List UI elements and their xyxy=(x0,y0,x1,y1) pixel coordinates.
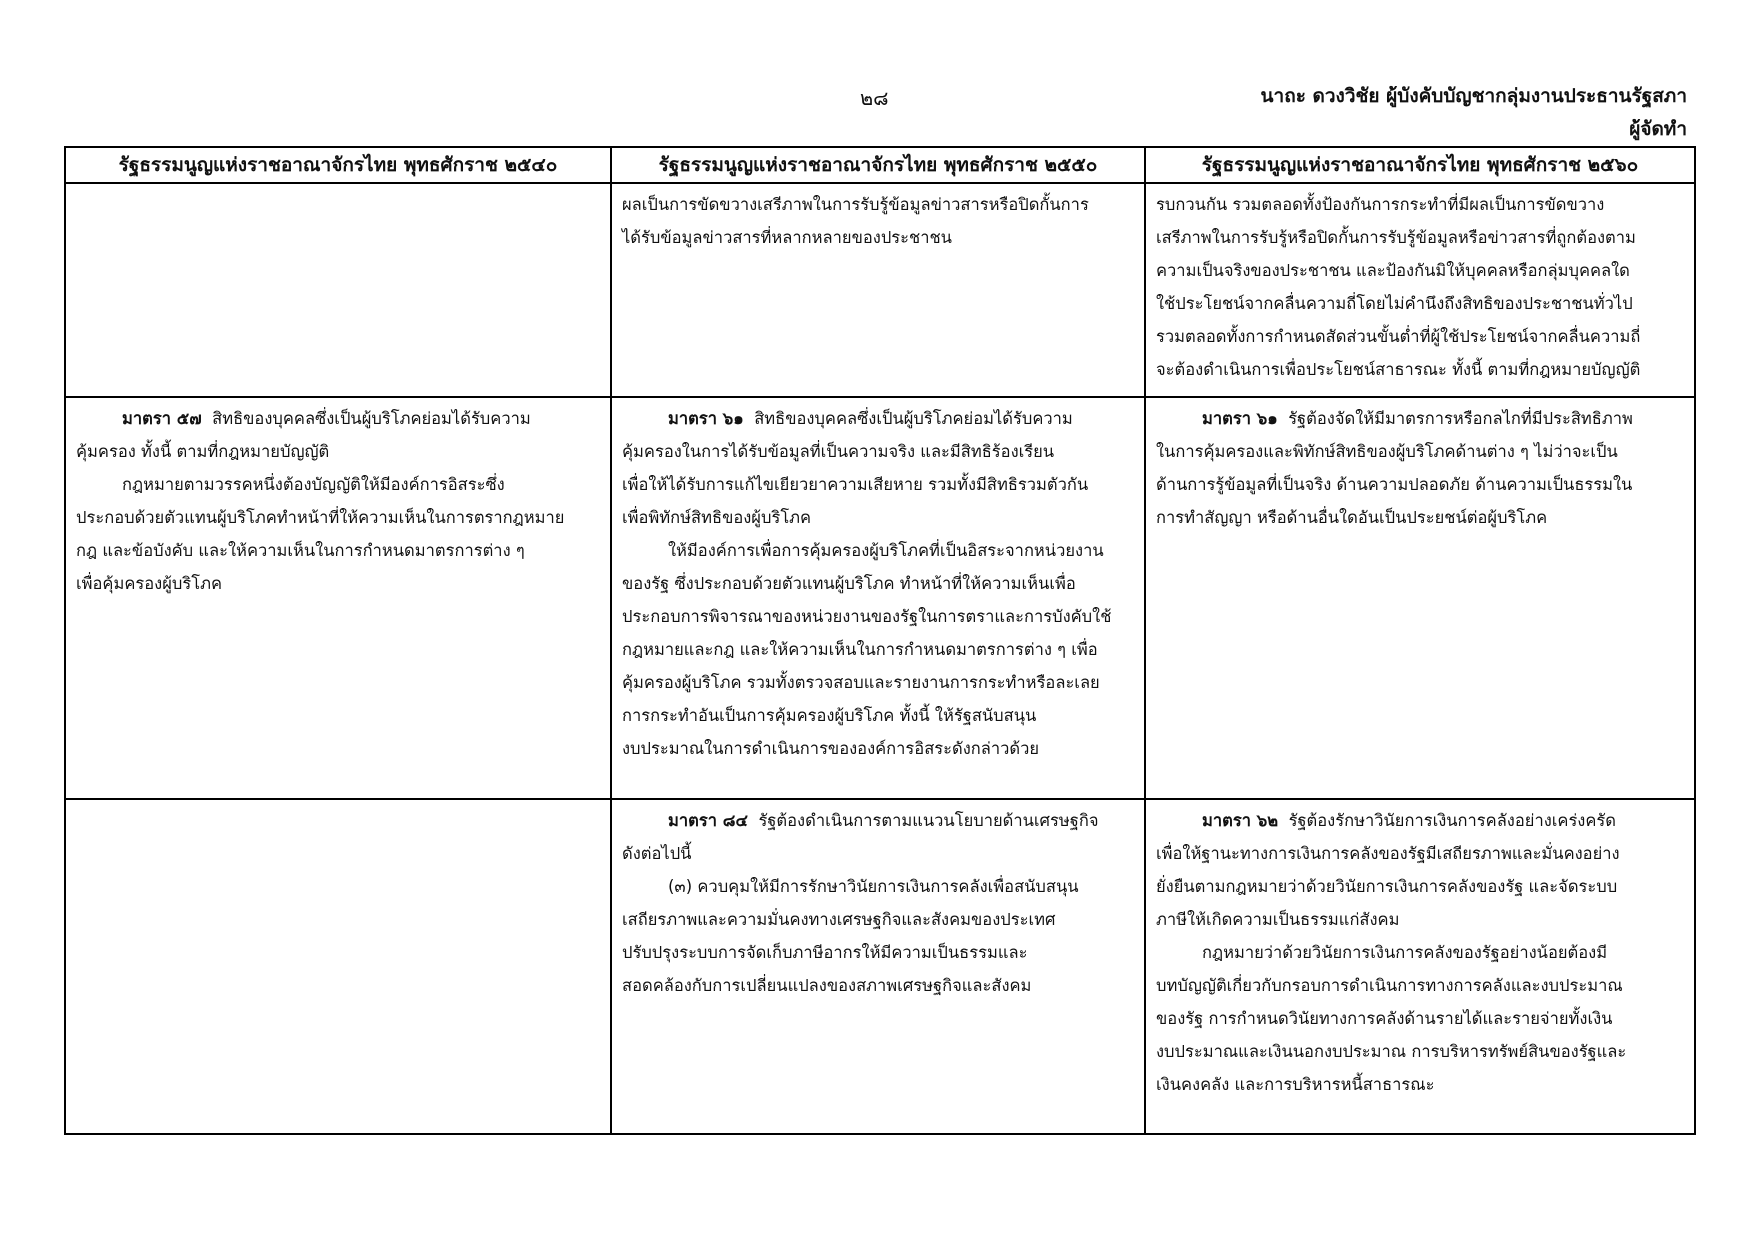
text-line xyxy=(1156,221,1684,254)
text-line xyxy=(76,534,600,567)
text-line xyxy=(1156,1002,1684,1035)
line-text: ของรัฐ การกำหนดวินัยทางการคลังด้านรายได้และรายจ่ายทั้งเงิน xyxy=(1156,1009,1613,1028)
text-line xyxy=(622,188,1134,221)
section-number: มาตรา ๕๗ xyxy=(122,409,202,428)
line-text: จะต้องดำเนินการเพื่อประโยชน์สาธารณะ ทั้งนี้ ตามที่กฎหมายบัญญัติ xyxy=(1156,360,1641,379)
line-text: ด้านการรู้ข้อมูลที่เป็นจริง ด้านความปลอดภัย ด้านความเป็นธรรมใน xyxy=(1156,475,1633,494)
line-text: ภาษีให้เกิดความเป็นธรรมแก่สังคม xyxy=(1156,910,1400,929)
section-number: มาตรา ๘๔ xyxy=(668,811,748,830)
table-header-row xyxy=(65,147,1695,183)
line-text: กฎหมายตามวรรคหนึ่งต้องบัญญัติให้มีองค์การอิสระซึ่ง xyxy=(122,475,505,494)
text-line xyxy=(622,501,1134,534)
author-block xyxy=(1261,80,1687,146)
table-cell xyxy=(1145,397,1695,799)
text-line xyxy=(622,699,1134,732)
line-text: ปรับปรุงระบบการจัดเก็บภาษีอากรให้มีความเป็นธรรมและ xyxy=(622,943,1028,962)
table-cell xyxy=(611,183,1145,397)
text-line xyxy=(1156,320,1684,353)
text-line xyxy=(1156,903,1684,936)
line-text: ได้รับข้อมูลข่าวสารที่หลากหลายของประชาชน xyxy=(622,228,952,247)
text-line xyxy=(622,804,1134,837)
table-cell xyxy=(65,183,611,397)
text-line xyxy=(622,435,1134,468)
line-text: สิทธิของบุคคลซึ่งเป็นผู้บริโภคย่อมได้รับความ xyxy=(754,409,1073,428)
line-text: ประกอบการพิจารณาของหน่วยงานของรัฐในการตราและการบังคับใช้ xyxy=(622,607,1112,626)
text-line xyxy=(1156,402,1684,435)
text-line xyxy=(1156,254,1684,287)
line-text: ความเป็นจริงของประชาชน และป้องกันมิให้บุคคลหรือกลุ่มบุคคลใด xyxy=(1156,261,1630,280)
text-line xyxy=(622,567,1134,600)
text-line xyxy=(1156,837,1684,870)
table-row xyxy=(65,183,1695,397)
line-text: กฎหมายว่าด้วยวินัยการเงินการคลังของรัฐอย่างน้อยต้องมี xyxy=(1202,943,1608,962)
text-line xyxy=(1156,468,1684,501)
column-header-2560: รัฐธรรมนูญแห่งราชอาณาจักรไทย พุทธศักราช ๒๕๖๐ xyxy=(1145,147,1695,183)
line-text: เสถียรภาพและความมั่นคงทางเศรษฐกิจและสังคมของประเทศ xyxy=(622,910,1056,929)
text-line xyxy=(622,402,1134,435)
text-line xyxy=(622,936,1134,969)
line-text: กฎหมายและกฎ และให้ความเห็นในการกำหนดมาตรการต่าง ๆ เพื่อ xyxy=(622,640,1098,659)
text-line xyxy=(76,501,600,534)
text-line xyxy=(1156,287,1684,320)
text-line xyxy=(622,534,1134,567)
text-line xyxy=(622,633,1134,666)
line-text: เพื่อพิทักษ์สิทธิของผู้บริโภค xyxy=(622,508,812,527)
text-line xyxy=(1156,353,1684,386)
line-text: เพื่อคุ้มครองผู้บริโภค xyxy=(76,574,222,593)
line-text: เงินคงคลัง และการบริหารหนี้สาธารณะ xyxy=(1156,1075,1435,1094)
line-text: การกระทำอันเป็นการคุ้มครองผู้บริโภค ทั้งนี้ ให้รัฐสนับสนุน xyxy=(622,706,1037,725)
line-text: รวมตลอดทั้งการกำหนดสัดส่วนขั้นต่ำที่ผู้ใช้ประโยชน์จากคลื่นความถี่ xyxy=(1156,327,1641,346)
line-text: ให้มีองค์การเพื่อการคุ้มครองผู้บริโภคที่เป็นอิสระจากหน่วยงาน xyxy=(668,541,1104,560)
line-text: (๓) ควบคุมให้มีการรักษาวินัยการเงินการคลังเพื่อสนับสนุน xyxy=(668,877,1079,896)
line-text: ในการคุ้มครองและพิทักษ์สิทธิของผู้บริโภคด้านต่าง ๆ ไม่ว่าจะเป็น xyxy=(1156,442,1618,461)
text-line xyxy=(1156,969,1684,1002)
table-cell xyxy=(1145,799,1695,1134)
line-text: ผลเป็นการขัดขวางเสรีภาพในการรับรู้ข้อมูลข่าวสารหรือปิดกั้นการ xyxy=(622,195,1089,214)
author-line: นาถะ ดวงวิชัย ผู้บังคับบัญชากลุ่มงานประธานรัฐสภา xyxy=(1260,85,1687,107)
line-text: บทบัญญัติเกี่ยวกับกรอบการดำเนินการทางการคลังและงบประมาณ xyxy=(1156,976,1623,995)
line-text: ดังต่อไปนี้ xyxy=(622,844,692,863)
text-line xyxy=(1156,870,1684,903)
text-line xyxy=(1156,501,1684,534)
text-line xyxy=(622,600,1134,633)
line-text: งบประมาณในการดำเนินการขององค์การอิสระดังกล่าวด้วย xyxy=(622,739,1040,758)
line-text: คุ้มครองผู้บริโภค รวมทั้งตรวจสอบและรายงานการกระทำหรือละเลย xyxy=(622,673,1100,692)
line-text: คุ้มครอง ทั้งนี้ ตามที่กฎหมายบัญญัติ xyxy=(76,442,330,461)
table-cell xyxy=(611,397,1145,799)
text-line xyxy=(622,969,1134,1002)
text-line xyxy=(76,468,600,501)
line-text: งบประมาณและเงินนอกงบประมาณ การบริหารทรัพย์สินของรัฐและ xyxy=(1156,1042,1627,1061)
text-line xyxy=(622,221,1134,254)
table-row xyxy=(65,397,1695,799)
table-row xyxy=(65,799,1695,1134)
text-line xyxy=(622,666,1134,699)
text-line xyxy=(1156,188,1684,221)
text-line xyxy=(1156,804,1684,837)
line-text: รัฐต้องรักษาวินัยการเงินการคลังอย่างเคร่งครัด xyxy=(1288,811,1616,830)
text-line xyxy=(622,468,1134,501)
table-cell xyxy=(611,799,1145,1134)
line-text: กฎ และข้อบังคับ และให้ความเห็นในการกำหนดมาตรการต่าง ๆ xyxy=(76,541,525,560)
author-role: ผู้จัดทำ xyxy=(1629,118,1687,140)
line-text: สอดคล้องกับการเปลี่ยนแปลงของสภาพเศรษฐกิจและสังคม xyxy=(622,976,1032,995)
text-line xyxy=(622,903,1134,936)
line-text: รบกวนกัน รวมตลอดทั้งป้องกันการกระทำที่มีผลเป็นการขัดขวาง xyxy=(1156,195,1605,214)
line-text: ประกอบด้วยตัวแทนผู้บริโภคทำหน้าที่ให้ความเห็นในการตรากฎหมาย xyxy=(76,508,565,527)
column-header-2550: รัฐธรรมนูญแห่งราชอาณาจักรไทย พุทธศักราช ๒๕๕๐ xyxy=(611,147,1145,183)
line-text: ของรัฐ ซึ่งประกอบด้วยตัวแทนผู้บริโภค ทำหน้าที่ให้ความเห็นเพื่อ xyxy=(622,574,1076,593)
text-line xyxy=(1156,936,1684,969)
text-line xyxy=(76,435,600,468)
line-text: ใช้ประโยชน์จากคลื่นความถี่โดยไม่คำนึงถึงสิทธิของประชาชนทั่วไป xyxy=(1156,294,1633,313)
text-line xyxy=(622,837,1134,870)
section-number: มาตรา ๖๒ xyxy=(1202,811,1279,830)
text-line xyxy=(622,870,1134,903)
text-line xyxy=(1156,435,1684,468)
text-line xyxy=(76,567,600,600)
text-line xyxy=(1156,1035,1684,1068)
line-text: คุ้มครองในการได้รับข้อมูลที่เป็นความจริง และมีสิทธิร้องเรียน xyxy=(622,442,1055,461)
line-text: เพื่อให้ได้รับการแก้ไขเยียวยาความเสียหาย รวมทั้งมีสิทธิรวมตัวกัน xyxy=(622,475,1089,494)
line-text: การทำสัญญา หรือด้านอื่นใดอันเป็นประยชน์ต่อผู้บริโภค xyxy=(1156,508,1548,527)
text-line xyxy=(622,732,1134,765)
line-text: เพื่อให้ฐานะทางการเงินการคลังของรัฐมีเสถียรภาพและมั่นคงอย่าง xyxy=(1156,844,1620,863)
table-cell xyxy=(65,397,611,799)
column-header-2540: รัฐธรรมนูญแห่งราชอาณาจักรไทย พุทธศักราช ๒๕๔๐ xyxy=(65,147,611,183)
table-cell xyxy=(65,799,611,1134)
text-line xyxy=(76,402,600,435)
line-text: รัฐต้องดำเนินการตามแนวนโยบายด้านเศรษฐกิจ xyxy=(758,811,1099,830)
section-number: มาตรา ๖๑ xyxy=(668,409,744,428)
line-text: เสรีภาพในการรับรู้หรือปิดกั้นการรับรู้ข้อมูลหรือข่าวสารที่ถูกต้องตาม xyxy=(1156,228,1636,247)
page-number: ๒๘ xyxy=(860,86,889,110)
line-text: รัฐต้องจัดให้มีมาตรการหรือกลไกที่มีประสิทธิภาพ xyxy=(1288,409,1633,428)
line-text: ยั่งยืนตามกฎหมายว่าด้วยวินัยการเงินการคลังของรัฐ และจัดระบบ xyxy=(1156,877,1618,896)
table-cell xyxy=(1145,183,1695,397)
comparison-table xyxy=(64,146,1696,1135)
line-text: สิทธิของบุคคลซึ่งเป็นผู้บริโภคย่อมได้รับความ xyxy=(212,409,531,428)
text-line xyxy=(1156,1068,1684,1101)
section-number: มาตรา ๖๑ xyxy=(1202,409,1278,428)
